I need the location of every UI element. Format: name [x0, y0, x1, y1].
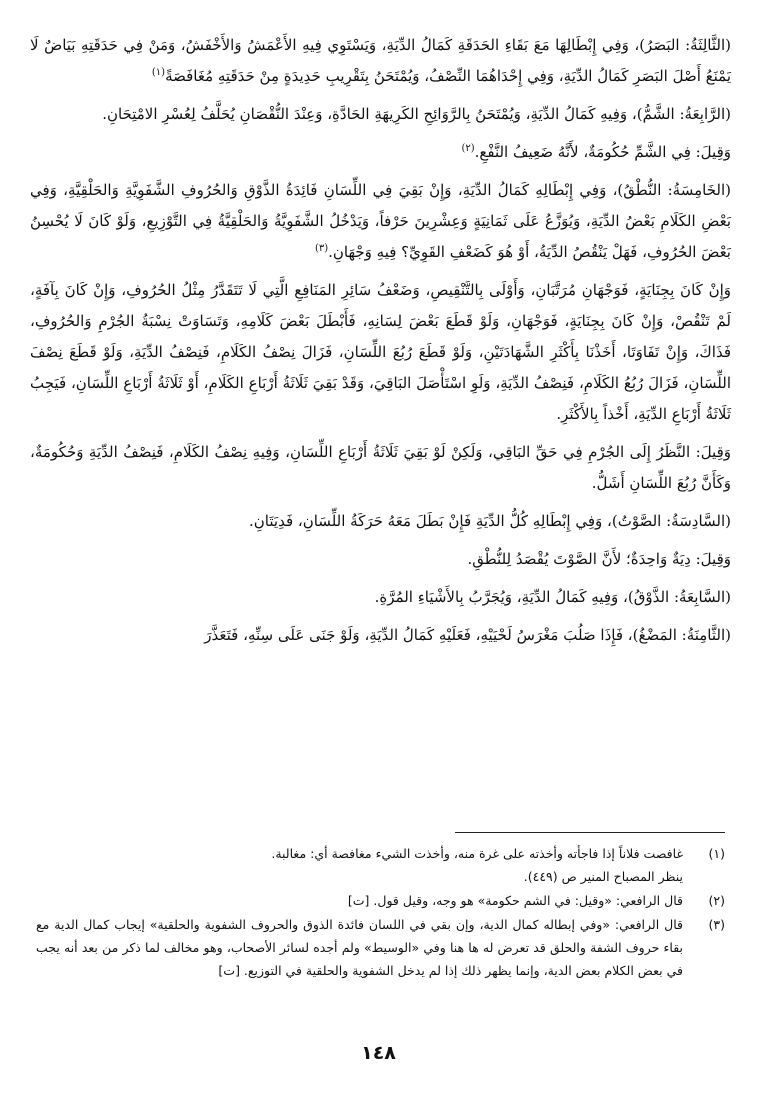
paragraph-sense-chewing — [30, 620, 731, 651]
paragraph-sense-voice — [30, 506, 731, 537]
footnote-body — [36, 913, 683, 982]
paragraph-text: (الخَامِسَةُ: النُّطْقُ)، وَفِي إِبْطَالِهِ كَمَالُ الدِّيَةِ، وَإِنْ بَقِيَ فِي اللِّسَانِ فَائِدَةُ الذَّوْقِ وَالحُرُوفِ الشَّفَوِيَّةِ وَالحَلْقِيَّةِ، وَفِي بَعْضِ الكَلَامِ بَعْضُ الدِّيَةِ، وَيُوَزَّعُ عَلَى ثَمَانِيَةٍ وَعِشْرِينَ حَرْفاً، وَيَدْخُلُ الشَّفَوِيَّةُ وَالحَلْقِيَّةُ فِي التَّوْزِيعِ، وَلَوْ كَانَ لَا يُحْسِنُ بَعْضَ الحُرُوفِ، فَهَلْ يَنْقُصُ الدِّيَةُ، أَوْ هُوَ كَضَعْفِ القَوِيِّ؟ فِيهِ وَجْهَانِ. — [30, 181, 731, 261]
paragraph-text: (الثَّامِنَةُ: المَضْغُ)، فَإِذَا صَلُبَ مَغْرَسُ لَحْيَيْهِ، فَعَلَيْهِ كَمَالُ الدِّيَةِ، وَلَوْ جَنَى عَلَى سِنِّهِ، فَتَعَذَّرَ — [204, 626, 731, 644]
paragraph-text: (السَّادِسَةُ: الصَّوْتُ)، وَفِي إِبْطَالِهِ كُلُّ الدِّيَةِ فَإِنْ بَطَلَ مَعَهُ حَرَكَةُ اللِّسَانِ، فَدِيَتَانِ. — [249, 512, 731, 530]
paragraph-text: وَإِنْ كَانَ بِجِنَايَةٍ، فَوَجْهَانِ مُرَتَّبَانِ، وَأَوْلَى بِالتَّنْقِيصِ، وَضَعْفُ سَائِرِ المَنَافِعِ الَّتِي لَا تَتَقَدَّرُ مِثْلُ الحُرُوفِ، وَإِنْ كَانَ بِآفَةٍ، لَمْ تَنْقُصْ، وَإِنْ كَانَ بِجِنَايَةٍ، فَوَجْهَانِ، وَلَوْ قَطَعَ بَعْضَ لِسَانِهِ، فَأَبْطَلَ بَعْضَ كَلَامِهِ، وَتَسَاوَتْ نِسْبَةُ الجُرْمِ وَالحُرُوفِ، فَذَاكَ، وَإِنْ تَفَاوَتَا، أَخَذْنَا بِأَكْثَرِ الشَّهَادَتَيْنِ، وَلَوْ قَطَعَ رُبُعَ اللِّسَانِ، فَزَالَ نِصْفُ الكَلَامِ، فَنِصْفُ الدِّيَةِ، وَلَوْ قَطَعَ نِصْفَ اللِّسَانِ، فَزَالَ رُبُعُ الكَلَامِ، فَنِصْفُ الدِّيَةِ، وَلَوِ اسْتَأْصَلَ البَاقِيَ، وَقَدْ بَقِيَ ثَلَاثَةُ أَرْبَاعِ الكَلَامِ، أَوْ ثَلَاثَةُ أَرْبَاعِ اللِّسَانِ، فَيَجِبُ ثَلَاثَةُ أَرْبَاعِ الدِّيَةِ، أَخْذاً بِالأَكْثَرِ. — [30, 281, 731, 423]
footnote-body — [36, 889, 683, 912]
footnote-3 — [36, 913, 725, 982]
book-page — [30, 30, 731, 1056]
paragraph-speech-alternative-view — [30, 437, 731, 499]
paragraph-sense-smell — [30, 99, 731, 130]
footnote-line: قال الرافعي: «وفي إبطاله كمال الدية، وإن بقي في اللسان فائدة الذوق والحروف الشفوية والحلقية» إيجاب كمال الدية مع بقاء حروف الشفة والحلق قد تعرض له ها هنا وفي «الوسيط» ولم أجده لسائر الأصحاب، وهو مخالف لما ذكر من بعد أنه يجب في بعض الكلام بعض الدية، وإنما يظهر ذلك إذا لم يدخل الشفوية والحلقية في التوزيع. [ت] — [36, 917, 683, 978]
footnotes — [36, 842, 725, 983]
page-number: ١٤٨ — [361, 1042, 396, 1064]
footnote-number: (١) — [708, 846, 725, 861]
footnote-line: قال الرافعي: «وقيل: في الشم حكومة» هو وجه، وقيل قول. [ت] — [347, 893, 683, 908]
footnote-separator — [455, 832, 725, 833]
paragraph-sense-taste — [30, 582, 731, 613]
paragraph-sense-speech — [30, 175, 731, 268]
paragraph-sense-sight — [30, 30, 731, 92]
paragraph-smell-alternative-view — [30, 137, 731, 168]
footnote-marker: (١) — [151, 67, 166, 78]
paragraph-voice-alternative-view — [30, 544, 731, 575]
paragraph-text: وَقِيلَ: النَّظَرُ إِلَى الجُرْمِ فِي حَقِّ البَاقِي، وَلَكِنْ لَوْ بَقِيَ ثَلَاثَةُ أَرْبَاعِ اللِّسَانِ، وَفِيهِ نِصْفُ الكَلَامِ، فَنِصْفُ الدِّيَةِ وَحُكُومَةٌ، وَكَأَنَّ رُبُعَ اللِّسَانِ أَشَلُّ. — [30, 443, 731, 492]
footnote-line: ينظر المصباح المنير ص (٤٤٩). — [523, 869, 683, 884]
footnote-body — [36, 842, 683, 888]
paragraph-text: (الثَّالِثَةُ: البَصَرُ)، وَفِي إِبْطَالِهَا مَعَ بَقَاءِ الحَدَقَةِ كَمَالُ الدِّيَةِ، وَيَسْتَوِي فِيهِ الأَعْمَشُ وَالأَخْفَشُ، وَمَنْ فِي حَدَقَتِهِ بَيَاضٌ لَا يَمْنَعُ أَصْلَ البَصَرِ كَمَالُ الدِّيَةِ، وَفِي إِحْدَاهُمَا النِّصْفُ، وَيُمْتَحَنُ بِتَقْرِيبِ حَدِيدَةٍ مِنْ حَدَقَتِهِ مُغَافَصَةً — [30, 36, 731, 85]
footnote-marker: (٣) — [314, 243, 329, 254]
paragraph-text: وَقِيلَ: دِيَةٌ وَاحِدَةٌ؛ لأَنَّ الصَّوْتَ يُقْصَدُ لِلنُّطْقِ. — [467, 550, 731, 568]
footnote-number: (٢) — [708, 893, 725, 908]
footnote-1 — [36, 842, 725, 888]
paragraph-speech-details — [30, 275, 731, 430]
paragraph-text: (السَّابِعَةُ: الذَّوْقُ)، وَفِيهِ كَمَالُ الدِّيَةِ، وَيُجَرَّبُ بِالأَشْيَاءِ المُرَّةِ. — [374, 588, 731, 606]
footnote-number: (٣) — [708, 917, 725, 932]
footnote-marker: (٢) — [461, 143, 475, 154]
paragraph-text: وَقِيلَ: فِي الشَّمِّ حُكُومَةٌ، لأَنَّهُ ضَعِيفُ النَّفْعِ. — [474, 143, 731, 161]
footnote-2 — [36, 889, 725, 912]
footnote-line: غافصت فلاناً إذا فاجأته وأخذته على غرة منه، وأخذت الشيء مغافصة أي: مغالبة. — [271, 846, 683, 861]
paragraph-text: (الرَّابِعَةُ: الشَّمُّ)، وَفِيهِ كَمَالُ الدِّيَةِ، وَيُمْتَحَنُ بِالرَّوَائِحِ الكَرِيهَةِ الحَادَّةِ، وَعِنْدَ النُّقْصَانِ يُحَلَّفُ لِعُسْرِ الامْتِحَانِ. — [102, 105, 731, 123]
